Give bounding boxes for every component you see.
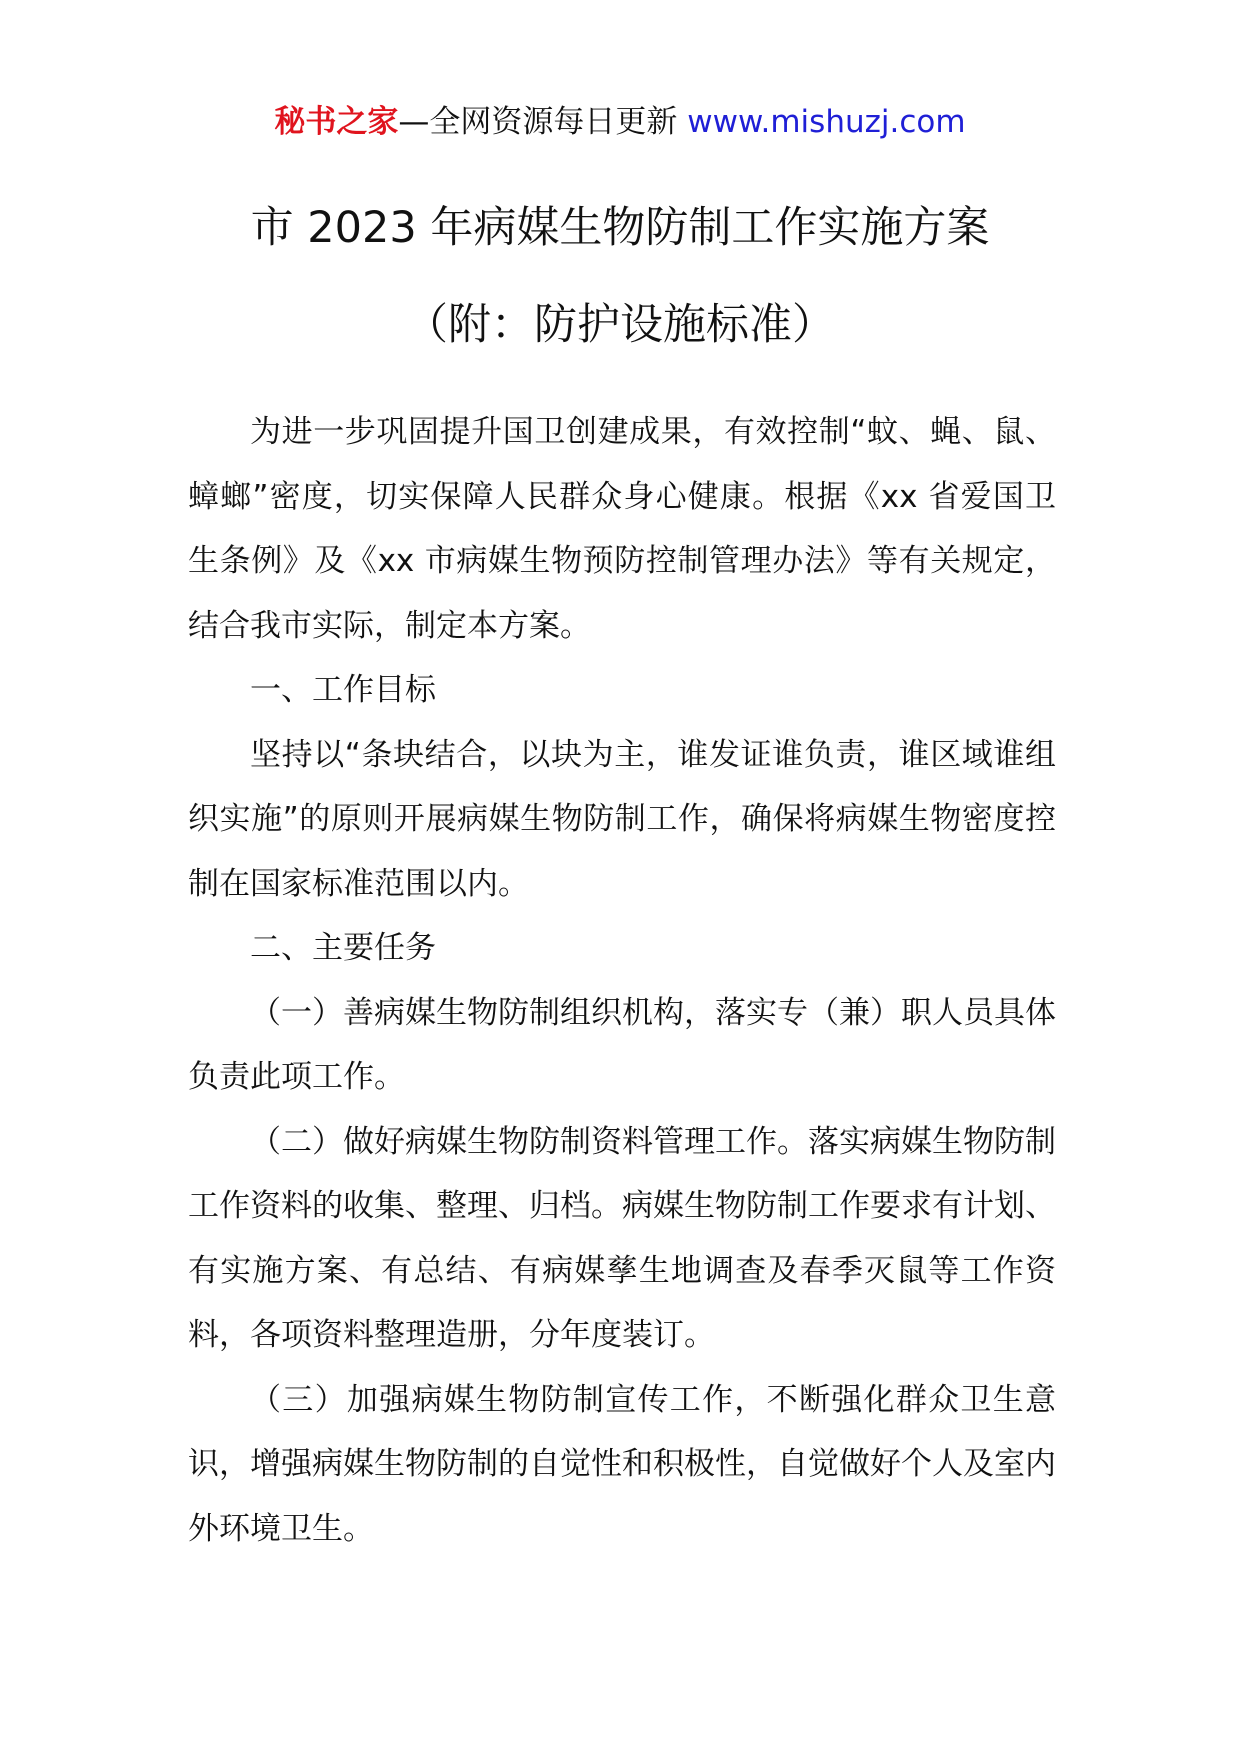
section-heading-goals: 一、工作目标 xyxy=(250,672,436,708)
header-tagline: —全网资源每日更新 xyxy=(398,104,678,140)
site-header xyxy=(0,100,1240,144)
task-item-1: （一）善病媒生物防制组织机构，落实专（兼）职人员具体负责此项工作。 xyxy=(188,994,1056,1095)
document-subtitle: （附：防护设施标准） xyxy=(405,300,835,350)
task-item-2: （二）做好病媒生物防制资料管理工作。落实病媒生物防制工作资料的收集、整理、归档。病媒生物防制工作要求有计划、有实施方案、有总结、有病媒孳生地调查及春季灭鼠等工作资料，各项资料整理造册，分年度装订。 xyxy=(188,1123,1056,1353)
intro-paragraph: 为进一步巩固提升国卫创建成果，有效控制“蚊、蝇、鼠、蟑螂”密度，切实保障人民群众身心健康。根据《xx 省爱国卫生条例》及《xx 市病媒生物预防控制管理办法》等有关规定，结合我市实际，制定本方案。 xyxy=(188,414,1056,644)
goals-paragraph: 坚持以“条块结合，以块为主，谁发证谁负责，谁区域谁组织实施”的原则开展病媒生物防制工作，确保将病媒生物密度控制在国家标准范围以内。 xyxy=(188,736,1056,902)
site-url-link[interactable]: www.mishuzj.com xyxy=(687,104,966,140)
section-heading-tasks: 二、主要任务 xyxy=(250,930,436,966)
document-body xyxy=(188,400,1056,1561)
document-title: 市 2023 年病媒生物防制工作实施方案 xyxy=(250,203,990,253)
task-item-3: （三）加强病媒生物防制宣传工作，不断强化群众卫生意识，增强病媒生物防制的自觉性和积极性，自觉做好个人及室内外环境卫生。 xyxy=(188,1381,1056,1547)
brand-name: 秘书之家 xyxy=(274,104,399,140)
